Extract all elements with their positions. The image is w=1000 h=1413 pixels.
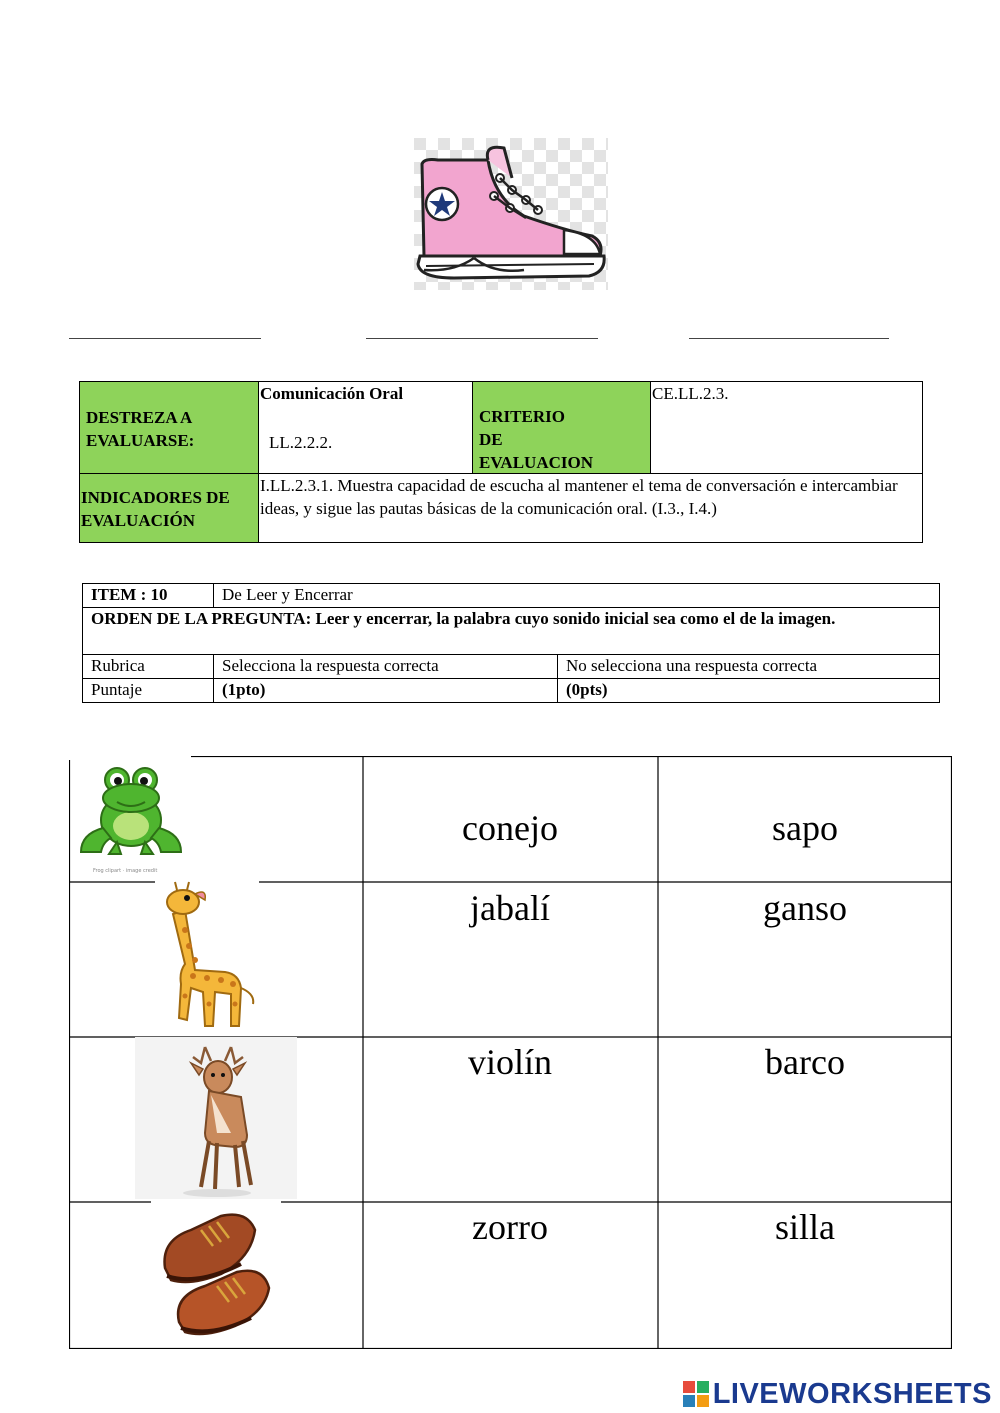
criterio-label: CRITERIO DE EVALUACION: [479, 407, 593, 472]
row2-word2[interactable]: ganso: [763, 888, 847, 928]
rubrica-incorrect: No selecciona una respuesta correcta: [557, 654, 940, 679]
rubrica-label: Rubrica: [82, 654, 214, 679]
row3-word1[interactable]: violín: [467, 1042, 552, 1082]
indicadores-label: INDICADORES DE EVALUACIÓN: [81, 488, 230, 530]
indicadores-label-cell: [79, 473, 259, 543]
destreza-label: DESTREZA A EVALUARSE:: [86, 408, 195, 450]
row3-word2[interactable]: barco: [765, 1042, 845, 1082]
evaluation-table: [79, 381, 923, 543]
criterio-value-cell: [650, 381, 923, 474]
criterio-label-cell: [472, 381, 651, 474]
row1-word1[interactable]: conejo: [462, 808, 558, 848]
shoes-image: [151, 1200, 281, 1340]
name-blank-3[interactable]: [689, 338, 889, 339]
name-blank-2[interactable]: [366, 338, 598, 339]
sneaker-image: [414, 138, 608, 290]
destreza-label-cell: [79, 381, 259, 474]
row4-word2[interactable]: silla: [775, 1207, 835, 1247]
puntaje-label: Puntaje: [82, 678, 214, 703]
indicadores-value-cell: [258, 473, 923, 543]
frog-image-credit: Frog clipart · image credit: [93, 868, 158, 874]
item-type: De Leer y Encerrar: [213, 583, 940, 608]
puntaje-correct: (1pto): [213, 678, 558, 703]
row2-word1[interactable]: jabalí: [470, 888, 550, 928]
frog-image: [73, 758, 189, 876]
destreza-value-cell: [258, 381, 473, 474]
row1-word2[interactable]: sapo: [772, 808, 838, 848]
giraffe-image: [155, 880, 259, 1034]
item-number: ITEM : 10: [82, 583, 214, 608]
liveworksheets-logo: [683, 1378, 992, 1410]
rubrica-correct: Selecciona la respuesta correcta: [213, 654, 558, 679]
brand-name: LIVEWORKSHEETS: [712, 1377, 992, 1410]
row4-word1[interactable]: zorro: [472, 1207, 548, 1247]
puntaje-incorrect: (0pts): [557, 678, 940, 703]
word-table: [69, 756, 952, 1349]
item-order: ORDEN DE LA PREGUNTA: Leer y encerrar, la palabra cuyo sonido inicial sea como el de la imagen.: [82, 607, 940, 655]
item-table: [82, 583, 940, 703]
destreza-code: LL.2.2.2.: [269, 433, 333, 452]
liveworksheets-icon: [683, 1381, 709, 1407]
destreza-title: Comunicación Oral: [260, 384, 404, 403]
criterio-code: CE.LL.2.3.: [652, 384, 729, 403]
indicadores-text: I.LL.2.3.1. Muestra capacidad de escucha al mantener el tema de conversación e intercambiar ideas, y sigue las pautas básicas de la comunicación oral. (I.3., I.4.): [260, 476, 898, 518]
deer-image: [135, 1037, 297, 1199]
name-blank-1[interactable]: [69, 338, 261, 339]
